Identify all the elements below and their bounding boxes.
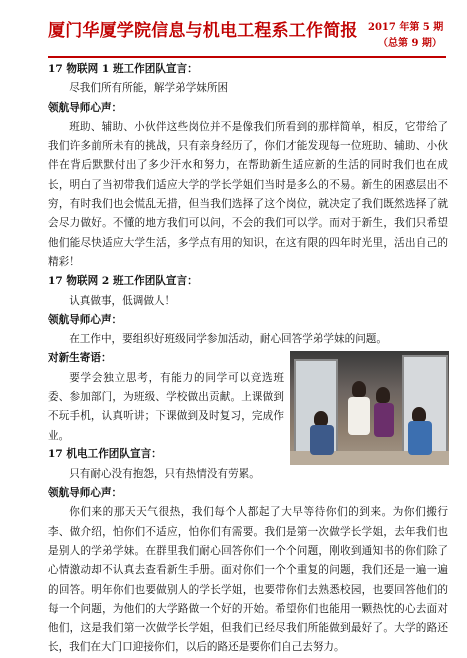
team-motto: 认真做事，低调做人！ [69, 294, 176, 307]
section-heading: 领航导师心声： [48, 313, 123, 326]
mentor-voice-text: 你们来的那天天气很热，我们每个人都起了大早等待你们的到来。为你们搬行李、做介绍，怕你们不适应，怕你们有需要。我们是第一次做学长学姐，去年我们也是别人的学弟学妹。在群里我们耐心回答你们一个个问题，刚收到通知书的你们除了心情激动却不认真去查看新生手册。面对你们一个个重复的问题，我们还是一遍一遍的回答。明年你们也要做别人的学长学姐，也要带你们去熟悉校园，也要回答他们的每一个问题，为他们的大学路做一个好的开始。希望你们也能用一颗热忱的心去面对他们，这是我们第一次做学长学姐，但我们已经尽我们所能做到最好了。大学的路还长，我们在大门口迎接你们，以后的路还是要你们自己去努力。 [48, 506, 448, 654]
newsletter-header [48, 14, 448, 54]
team-motto: 只有耐心没有抱怨，只有热情没有劳累。 [69, 467, 260, 480]
message-with-photo [48, 349, 448, 445]
section-heading: 领航导师心声： [48, 487, 123, 500]
total-issue-number: （总第 9 期） [378, 38, 442, 49]
newsletter-title: 厦门华厦学院信息与机电工程系工作简报 [48, 21, 358, 41]
section-heading: 领航导师心声： [48, 101, 123, 114]
section-heading: 对新生寄语： [48, 352, 112, 365]
section-heading: 17 物联网 1 班工作团队宣言： [48, 63, 198, 75]
mentor-voice-text: 在工作中，要组织好班级同学参加活动，耐心回答学弟学妹的问题。 [69, 333, 387, 346]
freshman-message-text: 要学会独立思考，有能力的同学可以竞选班委、参加部门，为班级、学校做出贡献。上课做到不玩手机，认真听讲；下课做到及时复习，完成作业。 [48, 371, 284, 442]
section-heading: 17 物联网 2 班工作团队宣言： [48, 275, 198, 288]
article-body [48, 60, 448, 658]
dormitory-photo [290, 351, 449, 465]
header-divider [48, 56, 446, 58]
mentor-voice-text: 班助、辅助、小伙伴这些岗位并不是像我们所看到的那样简单，相反，它带给了我们许多前所未有的挑战，只有亲身经历了，你们才能发现每一位班助、辅助、小伙伴在背后默默付出了多少汗水和努力，在帮助新生适应新的生活的同时我们也在成长，明白了当初带我们适应大学的学长学姐们当时是多么的不易。新生的困惑层出不穷，有时我们也会慌乱无措，但当我们选择了这个岗位，就决定了我们既然选择了就会尽力做好。不懂的地方我们可以问，不会的我们可以学。而对于新生，我们只希望他们能尽快适应大学生活，多学点有用的知识，在这有限的四年时光里，活出自己的精彩！ [48, 120, 448, 268]
section-heading: 17 机电工作团队宣言： [48, 448, 162, 461]
issue-number: 2017 年第 5 期 [368, 22, 444, 33]
team-motto: 尽我们所有所能，解学弟学妹所困 [69, 82, 229, 95]
